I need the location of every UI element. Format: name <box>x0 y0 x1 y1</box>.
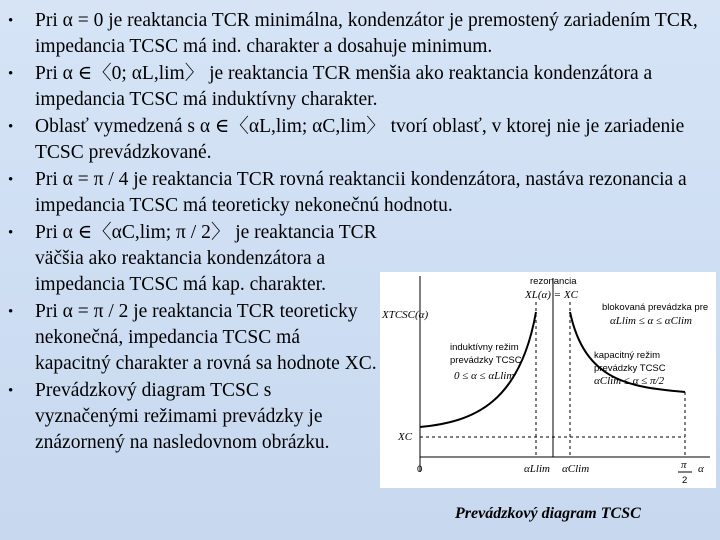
tick-pi: π <box>681 459 687 471</box>
bullet-item <box>8 61 713 113</box>
resonance-label: rezonancia <box>530 276 577 287</box>
bullet-icon: • <box>8 225 14 241</box>
bullet-text: Pri α = π / 4 je reaktancia TCR rovná reaktancii kondenzátora, nastáva rezonancia a impedancia TCSC má teoreticky nekonečnú hodnotu. <box>35 169 687 216</box>
bullet-icon: • <box>8 13 14 29</box>
bullet-item <box>8 114 713 166</box>
bullet-text: Pri α = π / 2 je reaktancia TCR teoreticky nekonečná, impedancia TCSC má kapacitný charakter a rovná sa hodnote XC. <box>35 301 377 374</box>
bullet-icon: • <box>8 172 14 188</box>
capacitive-label: kapacitný režim <box>594 350 660 361</box>
diagram-caption: Prevádzkový diagram TCSC <box>455 505 641 522</box>
bullet-text: Pri α ∈〈αC,lim; π / 2〉 je reaktancia TCR väčšia ako reaktancia kondenzátora a impedancia TCSC má kap. charakter. <box>35 222 377 295</box>
blocked-range: αLlim ≤ α ≤ αClim <box>610 315 692 327</box>
operating-diagram <box>380 272 716 488</box>
bullet-item <box>8 299 380 377</box>
tick-two: 2 <box>682 475 688 486</box>
capacitive-label: prevádzky TCSC <box>594 363 666 374</box>
blocked-label: blokovaná prevádzka pre <box>602 302 709 313</box>
bullet-icon: • <box>8 304 14 320</box>
inductive-label: prevádzky TCSC <box>450 355 522 366</box>
bullet-item <box>8 220 380 298</box>
bullet-text: Prevádzkový diagram TCSC s vyznačenými režimami prevádzky je znázornený na nasledovnom obrázku. <box>35 380 330 453</box>
tick-alim: αLlim <box>524 463 550 475</box>
bullet-icon: • <box>8 383 14 399</box>
y-axis-label: XTCSC(α) <box>382 309 429 321</box>
bullet-text: Oblasť vymedzená s α ∈〈αL,lim; αC,lim〉 tvorí oblasť, v ktorej nie je zariadenie TCSC prevádzkované. <box>35 116 685 163</box>
inductive-label: induktívny režim <box>450 342 519 353</box>
xc-label: XC <box>398 431 413 443</box>
bullet-item <box>8 167 713 219</box>
x-axis-label: α <box>698 463 704 475</box>
resonance-formula: XL(α) = XC <box>525 289 578 301</box>
tick-zero: 0 <box>417 464 423 475</box>
operating-diagram-svg <box>380 272 716 488</box>
inductive-range: 0 ≤ α ≤ αLlim <box>454 370 515 382</box>
bullet-item <box>8 378 380 456</box>
capacitive-range: αClim ≤ α ≤ π/2 <box>594 375 665 387</box>
bullet-item <box>8 8 713 60</box>
tick-clim: αClim <box>562 463 590 475</box>
bullet-text: Pri α = 0 je reaktancia TCR minimálna, kondenzátor je premostený zariadením TCR, impedancia TCSC má ind. charakter a dosahuje minimum. <box>35 10 698 57</box>
bullet-icon: • <box>8 119 14 135</box>
bullet-text: Pri α ∈〈0; αL,lim〉 je reaktancia TCR menšia ako reaktancia kondenzátora a impedancia TCSC má induktívny charakter. <box>35 63 653 110</box>
bullet-icon: • <box>8 66 14 82</box>
